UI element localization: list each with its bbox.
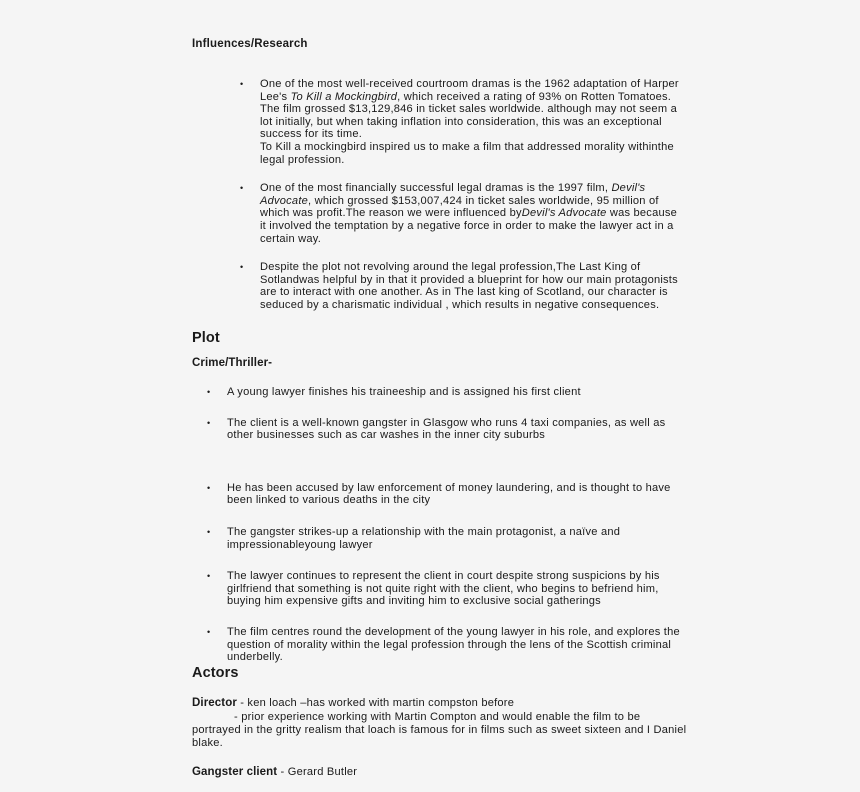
plot-heading: Plot [192,330,220,346]
title-italic: Devil's Advocate [521,207,607,220]
bullet-icon: • [207,526,211,537]
text-segment: , which grossed $153,007,424 in ticket sales worldwide, 95 million of which was profit.The reason we were influenced by [260,194,659,220]
bullet-icon: • [240,262,244,273]
plot-bullet-4: The lawyer continues to represent the client in court despite strong suspicions by his girlfriend that something is not quite right with the client, who begins to befriend him, buying him expensive gifts and inviting him to exclusive social gatherings [227,570,660,608]
list-item [205,570,685,608]
bullet-icon: • [207,387,211,397]
influences-bullet-2-text: Despite the plot not revolving around the legal profession,The Last King of Sotlandwas helpful by in that it provided a blueprint for how our main protagonists are to interact with one another. As in The last king of Scotland, our character is seduced by a charismatic individual , which results in negative consequences. [260,261,678,311]
title-italic: To Kill a Mockingbird [290,90,398,103]
plot-genre-label: Crime/Thriller- [192,357,273,369]
text-segment: was because it involved the temptation by a negative force in order to make the lawyer act in a certain way. [260,207,678,245]
influences-bullet-0-extra: To Kill a mockingbird inspired us to make a film that addressed morality withinthe legal profession. [260,140,674,166]
plot-bullet-1: The client is a well-known gangster in Glasgow who runs 4 taxi companies, as well as other businesses such as car washes in the inner city suburbs [227,416,666,442]
bullet-icon: • [240,183,244,194]
director-entry [192,697,692,710]
list-item [205,482,685,507]
text-segment: , which received a rating of 93% on Rotten Tomatoes. The film grossed $13,129,846 in ticket sales worldwide. although may not seem a lot initially, but when taking inflation into consideration, this was an exceptional success for its time. [260,90,677,141]
bullet-icon: • [207,571,211,582]
list-item [205,386,685,399]
influences-bullet-1-text [260,182,680,245]
gangster-client-entry [192,766,692,779]
influences-bullet-list [238,78,680,328]
plot-bullet-5: The film centres round the development of the young lawyer in his role, and explores the question of morality within the legal profession through the lens of the Scottish criminal underbelly. [227,625,680,664]
plot-bullet-list [205,386,685,664]
text-segment: One of the most well-received courtroom dramas is the 1962 adaptation of Harper Lee's [260,78,679,103]
title-italic: Devil's Advocate [260,182,646,207]
text-segment: One of the most financially successful legal dramas is the 1997 film, [260,182,612,195]
list-item [205,626,685,664]
director-label: Director [192,697,237,709]
bullet-icon: • [207,482,211,493]
list-item [205,526,685,551]
list-item [238,261,680,311]
plot-bullet-3: The gangster strikes-up a relationship with the main protagonist, a naïve and impressionableyoung lawyer [227,525,621,551]
gangster-client-value: - Gerard Butler [277,766,358,778]
director-note-line1: - prior experience working with Martin Compton and would enable the film to be [234,711,641,723]
director-note-line2: portrayed in the gritty realism that loach is famous for in films such as sweet sixteen and I Daniel blake. [192,724,687,749]
list-item [238,78,680,166]
influences-bullet-0-text [260,78,680,166]
gangster-client-label: Gangster client [192,766,278,778]
influences-heading: Influences/Research [192,38,308,50]
actors-heading: Actors [192,665,239,681]
list-item [238,182,680,245]
list-item [205,417,685,442]
bullet-icon: • [207,417,211,428]
plot-bullet-2: He has been accused by law enforcement of money laundering, and is thought to have been linked to various deaths in the city [227,481,671,507]
bullet-icon: • [207,626,211,637]
director-value: - ken loach –has worked with martin compston before [236,697,515,709]
plot-bullet-0: A young lawyer finishes his traineeship and is assigned his first client [227,386,581,398]
bullet-icon: • [240,79,244,89]
